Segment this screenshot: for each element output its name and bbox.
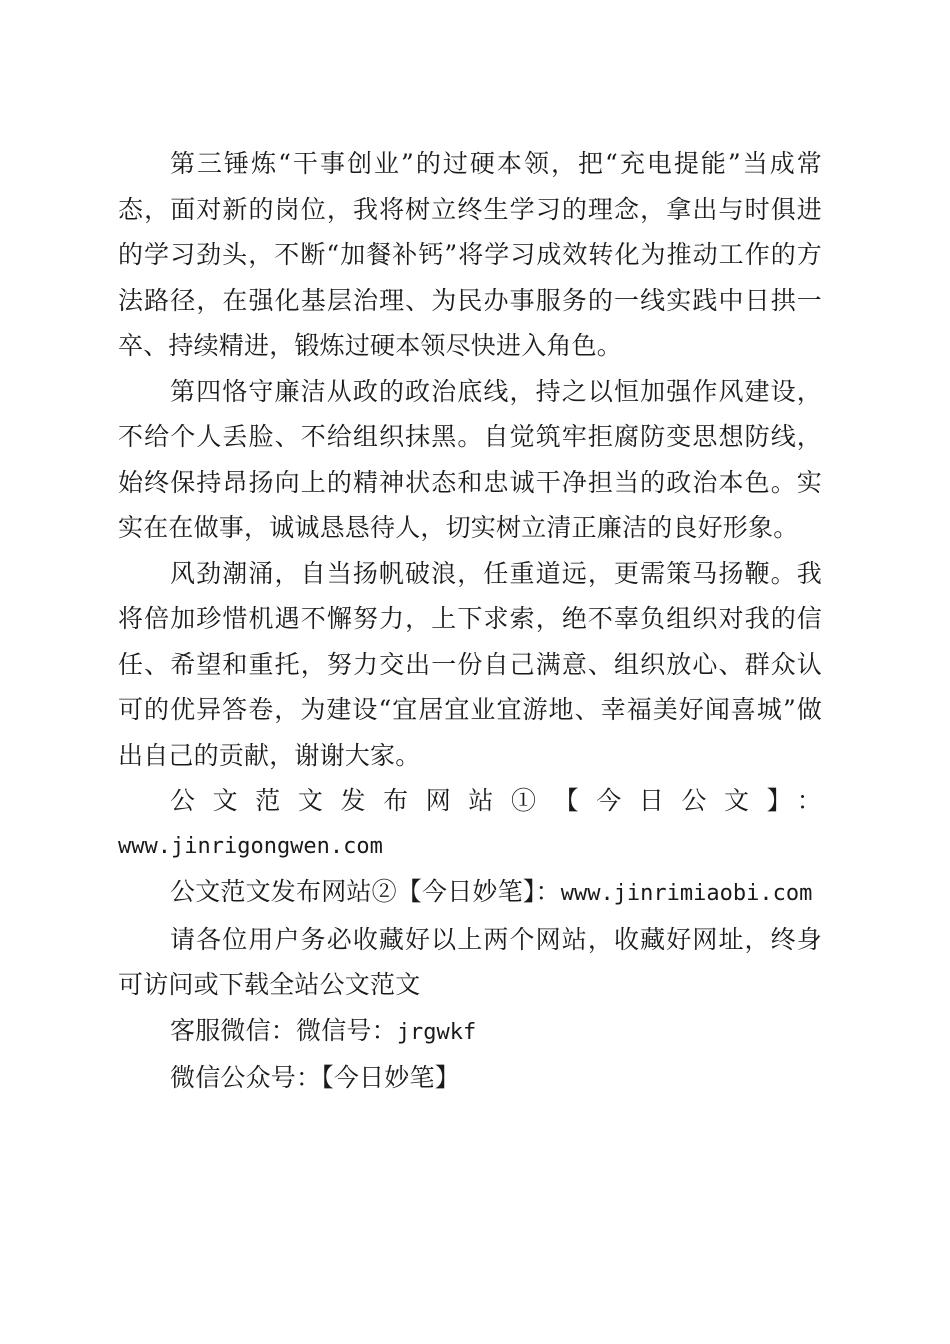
footer-wechat	[118, 1008, 822, 1056]
paragraph-third-point: 第三锤炼“干事创业”的过硬本领，把“充电提能”当成常态，面对新的岗位，我将树立终生学习的理念，拿出与时俱进的学习劲头，不断“加餐补钙”将学习成效转化为推动工作的方法路径，在强化基层治理、为民办事服务的一线实践中日拱一卒、持续精进，锻炼过硬本领尽快进入角色。	[118, 149, 822, 360]
footer-wechat-id: jrgwkf	[396, 1019, 477, 1045]
footer-site2	[118, 869, 822, 917]
footer-official-account: 微信公众号：【今日妙笔】	[170, 1063, 460, 1092]
paragraph-fourth-point: 第四恪守廉洁从政的政治底线，持之以恒加强作风建设，不给个人丢脸、不给组织抹黑。自觉筑牢拒腐防变思想防线，始终保持昂扬向上的精神状态和忠诚干净担当的政治本色。实实在在做事，诚诚恳恳待人，切实树立清正廉洁的良好形象。	[118, 376, 822, 542]
footer-site1-label: 公文范文发布网站①【今日公文】：	[170, 786, 822, 815]
footer-site1-url[interactable]: www.jinrigongwen.com	[118, 833, 383, 859]
footer-wechat-label: 客服微信：微信号：	[170, 1015, 397, 1045]
footer-notice: 请各位用户务必收藏好以上两个网站，收藏好网址，终身可访问或下载全站公文范文	[118, 924, 822, 999]
footer-site2-label: 公文范文发布网站②【今日妙笔】：	[170, 877, 561, 906]
document-body	[118, 141, 822, 1101]
footer-site1	[118, 778, 822, 869]
paragraph-closing: 风劲潮涌，自当扬帆破浪，任重道远，更需策马扬鞭。我将倍加珍惜机遇不懈努力，上下求索，绝不辜负组织对我的信任、希望和重托，努力交出一份自己满意、组织放心、群众认可的优异答卷，为建设“宜居宜业宜游地、幸福美好闻喜城”做出自己的贡献，谢谢大家。	[118, 558, 822, 770]
footer-site2-url[interactable]: www.jinrimiaobi.com	[560, 881, 813, 906]
